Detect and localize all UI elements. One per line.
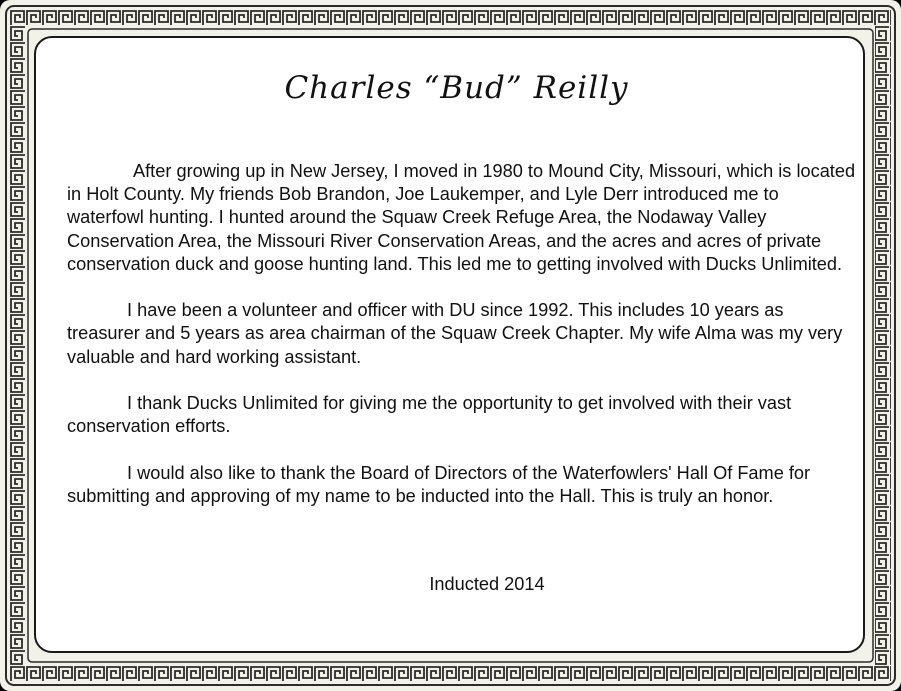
paragraph-2-text: I have been a volunteer and officer with DU since 1992. This includes 10 years as treasurer and 5 years as area chairman of the Squaw Creek Chapter. My wife Alma was my very valuable and hard working assistant. (67, 300, 843, 367)
paragraph-1-text: After growing up in New Jersey, I moved in 1980 to Mound City, Missouri, which is located in Holt County. My friends Bob Brandon, Joe Laukemper, and Lyle Derr introduced me to waterfowl hunting. I hunted around the Squaw Creek Refuge Area, the Nodaway Valley Conservation Area, the Missouri River Conservation Areas, and the acres and acres of private conservation duck and goose hunting land. This led me to getting involved with Ducks Unlimited. (67, 161, 856, 274)
page-title: Charles “Bud” Reilly (284, 70, 629, 106)
biography-text (67, 160, 857, 531)
inducted-year: Inducted 2014 (429, 574, 545, 594)
paragraph-4-text: I would also like to thank the Board of Directors of the Waterfowlers' Hall Of Fame for submitting and approving of my name to be inducted into the Hall. This is truly an honor. (67, 462, 811, 506)
paragraph-1 (67, 160, 857, 276)
paragraph-3-text: I thank Ducks Unlimited for giving me the opportunity to get involved with their vast conservation efforts. (67, 393, 792, 437)
paragraph-3 (67, 392, 857, 438)
paragraph-2 (67, 299, 857, 369)
paragraph-4 (67, 462, 857, 508)
